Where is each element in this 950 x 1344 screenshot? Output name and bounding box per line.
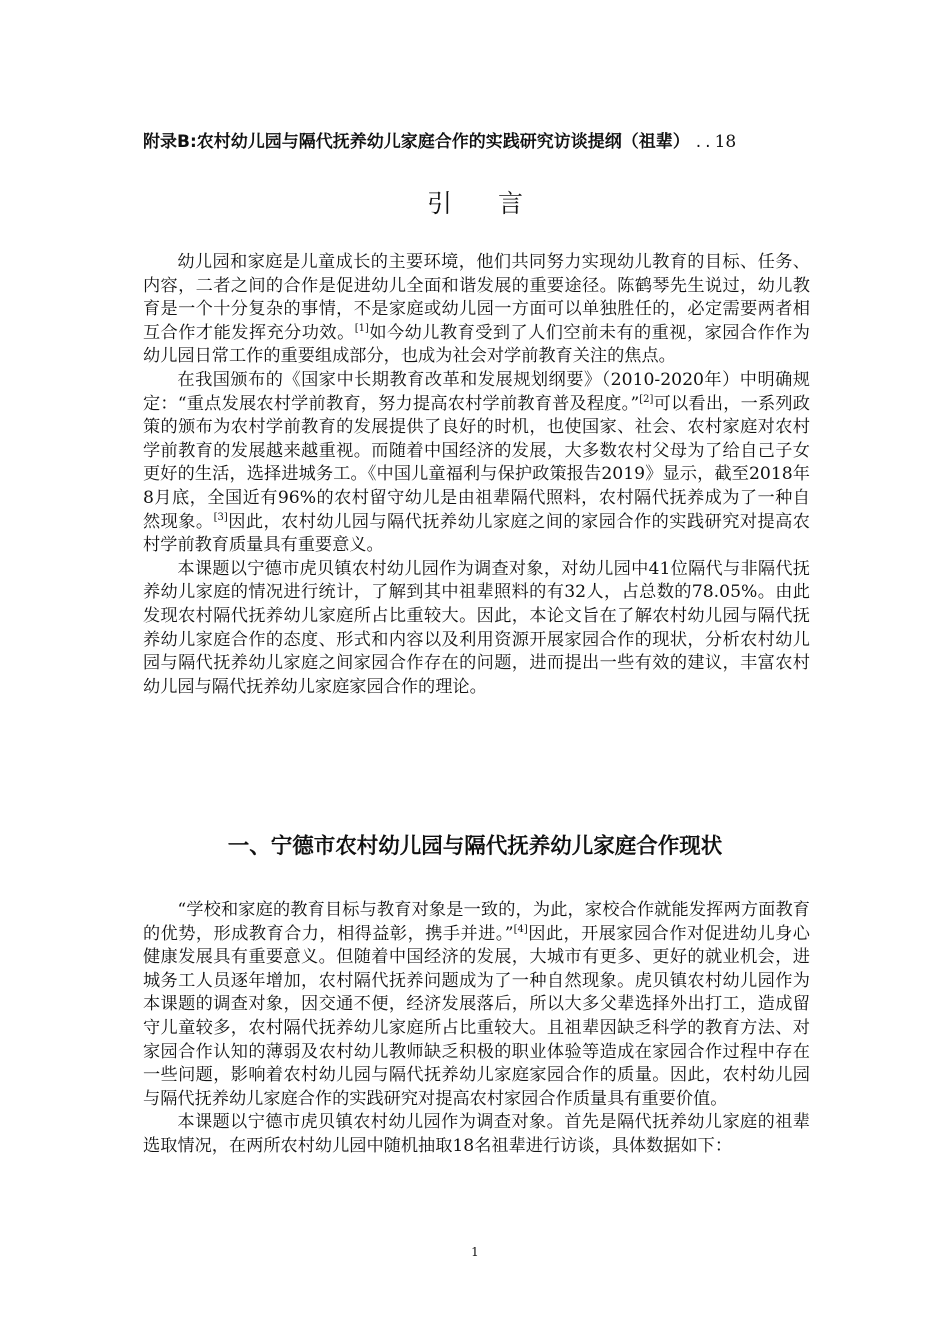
paragraph: 幼儿园和家庭是儿童成长的主要环境，他们共同努力实现幼儿教育的目标、任务、内容，二者之间的合作是促进幼儿全面和谐发展的重要途径。陈鹤琴先生说过，幼儿教育是一个十分复杂的事情，不是家庭或幼儿园一方面可以单独胜任的，必定需要两者相互合作才能发挥充分功效。[1]如今幼儿教育受到了人们空前未有的重视，家园合作作为幼儿园日常工作的重要组成部分，也成为社会对学前教育关注的焦点。 bbox=[143, 252, 810, 367]
paragraph: 本课题以宁德市虎贝镇农村幼儿园作为调查对象，对幼儿园中41位隔代与非隔代抚养幼儿家庭的情况进行统计，了解到其中祖辈照料的有32人，占总数的78.05%。由此发现农村隔代抚养幼儿家庭所占比重较大。因此，本论文旨在了解农村幼儿园与隔代抚养幼儿家庭合作的态度、形式和内容以及利用资源开展家园合作的现状，分析农村幼儿园与隔代抚养幼儿家庭之间家园合作存在的问题，进而提出一些有效的建议，丰富农村幼儿园与隔代抚养幼儿家庭家园合作的理论。 bbox=[143, 558, 810, 697]
toc-entry-label: 附录B:农村幼儿园与隔代抚养幼儿家庭合作的实践研究访谈提纲（祖辈） bbox=[143, 132, 690, 152]
citation-ref[interactable]: [2] bbox=[639, 393, 654, 405]
toc-entry-appendix-b[interactable] bbox=[143, 127, 813, 152]
toc-page-number: 18 bbox=[714, 132, 737, 152]
citation-ref[interactable]: [3] bbox=[213, 511, 228, 523]
page-number: 1 bbox=[471, 1245, 479, 1259]
paragraph: “学校和家庭的教育目标与教育对象是一致的，为此，家校合作就能发挥两方面教育的优势，形成教育合力，相得益彰，携手并进。”[4]因此，开展家园合作对促进幼儿身心健康发展具有重要意义。但随着中国经济的发展，大城市有更多、更好的就业机会，进城务工人员逐年增加，农村隔代抚养问题成为了一种自然现象。虎贝镇农村幼儿园作为本课题的调查对象，因交通不便，经济发展落后，所以大多父辈选择外出打工，造成留守儿童较多，农村隔代抚养幼儿家庭所占比重较大。且祖辈因缺乏科学的教育方法、对家园合作认知的薄弱及农村幼儿教师缺乏积极的职业体验等造成在家园合作过程中存在一些问题，影响着农村幼儿园与隔代抚养幼儿家庭家园合作的质量。因此，农村幼儿园与隔代抚养幼儿家庭合作的实践研究对提高农村家园合作质量具有重要价值。 bbox=[143, 900, 810, 1109]
section-title-introduction: 引言 bbox=[426, 189, 569, 218]
section-heading-1: 一、宁德市农村幼儿园与隔代抚养幼儿家庭合作现状 bbox=[227, 834, 723, 859]
section-1-body bbox=[143, 899, 810, 1159]
paragraph: 本课题以宁德市虎贝镇农村幼儿园作为调查对象。首先是隔代抚养幼儿家庭的祖辈选取情况，在两所农村幼儿园中随机抽取18名祖辈进行访谈，具体数据如下： bbox=[143, 1112, 810, 1156]
toc-leader-dots: .. bbox=[695, 132, 715, 152]
introduction-body bbox=[143, 251, 810, 699]
citation-ref[interactable]: [4] bbox=[513, 923, 528, 935]
paragraph: 在我国颁布的《国家中长期教育改革和发展规划纲要》（2010-2020年）中明确规定：“重点发展农村学前教育，努力提高农村学前教育普及程度。”[2]可以看出，一系列政策的颁布为农村学前教育的发展提供了良好的时机，也使国家、社会、农村家庭对农村学前教育的发展越来越重视。而随着中国经济的发展，大多数农村父母为了给自己子女更好的生活，选择进城务工。《中国儿童福利与保护政策报告2019》显示，截至2018年8月底，全国近有96%的农村留守幼儿是由祖辈隔代照料，农村隔代抚养成为了一种自然现象。[3]因此，农村幼儿园与隔代抚养幼儿家庭之间的家园合作的实践研究对提高农村学前教育质量具有重要意义。 bbox=[143, 369, 810, 556]
citation-ref[interactable]: [1] bbox=[354, 322, 369, 334]
